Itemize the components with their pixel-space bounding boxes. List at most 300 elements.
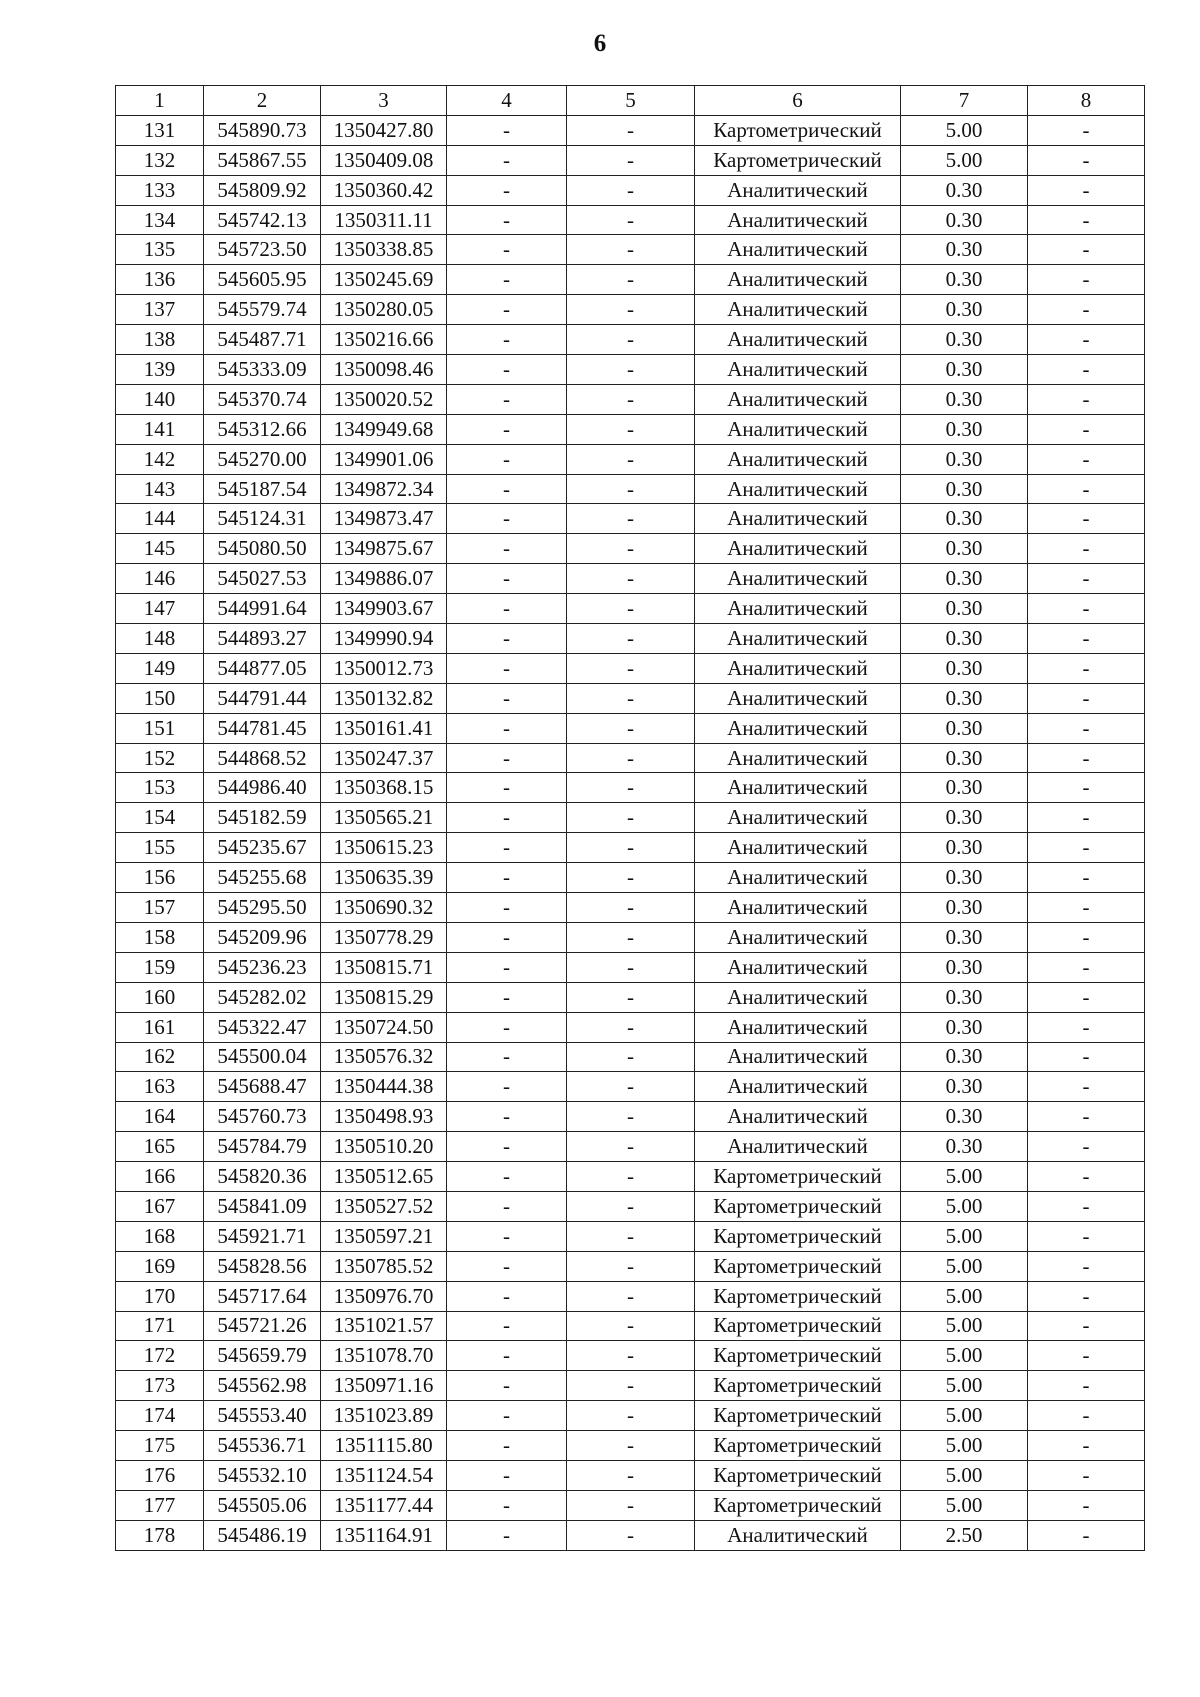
point-number-cell: 131 — [116, 115, 204, 145]
table-row — [116, 384, 1145, 414]
table-row — [116, 803, 1145, 833]
table-row — [116, 295, 1145, 325]
col-4-cell: - — [447, 1281, 567, 1311]
col-4-cell: - — [447, 952, 567, 982]
col-5-cell: - — [567, 1401, 695, 1431]
method-cell: Аналитический — [695, 803, 901, 833]
col-5-cell: - — [567, 175, 695, 205]
point-number-cell: 141 — [116, 414, 204, 444]
col-8-cell: - — [1028, 773, 1145, 803]
table-row — [116, 1460, 1145, 1490]
method-cell: Аналитический — [695, 564, 901, 594]
y-coordinate-cell: 1349886.07 — [321, 564, 447, 594]
point-number-cell: 138 — [116, 325, 204, 355]
method-cell: Аналитический — [695, 624, 901, 654]
x-coordinate-cell: 545605.95 — [204, 265, 321, 295]
x-coordinate-cell: 545486.19 — [204, 1520, 321, 1550]
x-coordinate-cell: 545333.09 — [204, 355, 321, 385]
accuracy-cell: 0.30 — [901, 1042, 1028, 1072]
accuracy-cell: 0.30 — [901, 265, 1028, 295]
col-4-cell: - — [447, 922, 567, 952]
point-number-cell: 160 — [116, 982, 204, 1012]
table-row — [116, 1102, 1145, 1132]
col-5-cell: - — [567, 922, 695, 952]
table-row — [116, 115, 1145, 145]
table-row — [116, 743, 1145, 773]
y-coordinate-cell: 1350724.50 — [321, 1012, 447, 1042]
method-cell: Аналитический — [695, 1102, 901, 1132]
col-5-cell: - — [567, 833, 695, 863]
col-5-cell: - — [567, 1132, 695, 1162]
col-5-cell: - — [567, 564, 695, 594]
col-5-cell: - — [567, 1251, 695, 1281]
col-5-cell: - — [567, 1281, 695, 1311]
x-coordinate-cell: 545820.36 — [204, 1162, 321, 1192]
col-8-cell: - — [1028, 1401, 1145, 1431]
col-4-cell: - — [447, 534, 567, 564]
col-8-cell: - — [1028, 355, 1145, 385]
col-5-cell: - — [567, 743, 695, 773]
table-header-row — [116, 86, 1145, 116]
table-row — [116, 1520, 1145, 1550]
col-8-cell: - — [1028, 534, 1145, 564]
point-number-cell: 148 — [116, 624, 204, 654]
accuracy-cell: 0.30 — [901, 863, 1028, 893]
x-coordinate-cell: 545080.50 — [204, 534, 321, 564]
point-number-cell: 154 — [116, 803, 204, 833]
accuracy-cell: 5.00 — [901, 1251, 1028, 1281]
col-4-cell: - — [447, 355, 567, 385]
y-coordinate-cell: 1350360.42 — [321, 175, 447, 205]
col-8-cell: - — [1028, 713, 1145, 743]
col-8-cell: - — [1028, 1251, 1145, 1281]
accuracy-cell: 5.00 — [901, 1281, 1028, 1311]
col-8-cell: - — [1028, 982, 1145, 1012]
accuracy-cell: 0.30 — [901, 743, 1028, 773]
y-coordinate-cell: 1350510.20 — [321, 1132, 447, 1162]
col-8-cell: - — [1028, 1371, 1145, 1401]
table-row — [116, 355, 1145, 385]
table-row — [116, 1162, 1145, 1192]
column-header-7: 7 — [901, 86, 1028, 116]
point-number-cell: 140 — [116, 384, 204, 414]
col-8-cell: - — [1028, 1072, 1145, 1102]
table-row — [116, 1490, 1145, 1520]
x-coordinate-cell: 545828.56 — [204, 1251, 321, 1281]
col-4-cell: - — [447, 145, 567, 175]
point-number-cell: 137 — [116, 295, 204, 325]
accuracy-cell: 5.00 — [901, 1341, 1028, 1371]
y-coordinate-cell: 1350216.66 — [321, 325, 447, 355]
point-number-cell: 155 — [116, 833, 204, 863]
y-coordinate-cell: 1350576.32 — [321, 1042, 447, 1072]
col-5-cell: - — [567, 1311, 695, 1341]
method-cell: Картометрический — [695, 1341, 901, 1371]
col-4-cell: - — [447, 175, 567, 205]
col-8-cell: - — [1028, 1012, 1145, 1042]
x-coordinate-cell: 545182.59 — [204, 803, 321, 833]
col-5-cell: - — [567, 1012, 695, 1042]
column-header-3: 3 — [321, 86, 447, 116]
y-coordinate-cell: 1350971.16 — [321, 1371, 447, 1401]
y-coordinate-cell: 1351023.89 — [321, 1401, 447, 1431]
col-8-cell: - — [1028, 444, 1145, 474]
point-number-cell: 161 — [116, 1012, 204, 1042]
accuracy-cell: 0.30 — [901, 893, 1028, 923]
accuracy-cell: 0.30 — [901, 1072, 1028, 1102]
x-coordinate-cell: 545235.67 — [204, 833, 321, 863]
table-body — [116, 115, 1145, 1550]
col-4-cell: - — [447, 982, 567, 1012]
accuracy-cell: 0.30 — [901, 414, 1028, 444]
table-row — [116, 564, 1145, 594]
col-4-cell: - — [447, 1311, 567, 1341]
col-5-cell: - — [567, 474, 695, 504]
col-4-cell: - — [447, 653, 567, 683]
table-row — [116, 1251, 1145, 1281]
accuracy-cell: 0.30 — [901, 504, 1028, 534]
col-4-cell: - — [447, 384, 567, 414]
point-number-cell: 146 — [116, 564, 204, 594]
accuracy-cell: 0.30 — [901, 833, 1028, 863]
col-5-cell: - — [567, 803, 695, 833]
col-8-cell: - — [1028, 1460, 1145, 1490]
y-coordinate-cell: 1350098.46 — [321, 355, 447, 385]
point-number-cell: 167 — [116, 1191, 204, 1221]
x-coordinate-cell: 545867.55 — [204, 145, 321, 175]
col-4-cell: - — [447, 1460, 567, 1490]
table-row — [116, 444, 1145, 474]
method-cell: Аналитический — [695, 1520, 901, 1550]
column-header-2: 2 — [204, 86, 321, 116]
col-8-cell: - — [1028, 265, 1145, 295]
x-coordinate-cell: 545255.68 — [204, 863, 321, 893]
col-4-cell: - — [447, 1371, 567, 1401]
point-number-cell: 162 — [116, 1042, 204, 1072]
accuracy-cell: 0.30 — [901, 564, 1028, 594]
y-coordinate-cell: 1350161.41 — [321, 713, 447, 743]
col-4-cell: - — [447, 1520, 567, 1550]
point-number-cell: 170 — [116, 1281, 204, 1311]
point-number-cell: 145 — [116, 534, 204, 564]
method-cell: Аналитический — [695, 1042, 901, 1072]
col-5-cell: - — [567, 325, 695, 355]
point-number-cell: 153 — [116, 773, 204, 803]
point-number-cell: 164 — [116, 1102, 204, 1132]
col-4-cell: - — [447, 1102, 567, 1132]
point-number-cell: 175 — [116, 1431, 204, 1461]
table-row — [116, 863, 1145, 893]
method-cell: Картометрический — [695, 145, 901, 175]
y-coordinate-cell: 1350615.23 — [321, 833, 447, 863]
col-8-cell: - — [1028, 1520, 1145, 1550]
method-cell: Картометрический — [695, 1431, 901, 1461]
accuracy-cell: 0.30 — [901, 952, 1028, 982]
method-cell: Аналитический — [695, 295, 901, 325]
col-4-cell: - — [447, 1431, 567, 1461]
y-coordinate-cell: 1350338.85 — [321, 235, 447, 265]
x-coordinate-cell: 545532.10 — [204, 1460, 321, 1490]
col-4-cell: - — [447, 1490, 567, 1520]
col-4-cell: - — [447, 803, 567, 833]
table-row — [116, 1311, 1145, 1341]
y-coordinate-cell: 1350597.21 — [321, 1221, 447, 1251]
point-number-cell: 172 — [116, 1341, 204, 1371]
point-number-cell: 151 — [116, 713, 204, 743]
col-8-cell: - — [1028, 1221, 1145, 1251]
x-coordinate-cell: 544991.64 — [204, 594, 321, 624]
y-coordinate-cell: 1349990.94 — [321, 624, 447, 654]
x-coordinate-cell: 545659.79 — [204, 1341, 321, 1371]
y-coordinate-cell: 1349903.67 — [321, 594, 447, 624]
col-5-cell: - — [567, 115, 695, 145]
accuracy-cell: 0.30 — [901, 1012, 1028, 1042]
col-4-cell: - — [447, 474, 567, 504]
col-8-cell: - — [1028, 474, 1145, 504]
x-coordinate-cell: 545312.66 — [204, 414, 321, 444]
x-coordinate-cell: 544877.05 — [204, 653, 321, 683]
col-4-cell: - — [447, 1042, 567, 1072]
y-coordinate-cell: 1350976.70 — [321, 1281, 447, 1311]
point-number-cell: 163 — [116, 1072, 204, 1102]
point-number-cell: 150 — [116, 683, 204, 713]
x-coordinate-cell: 544781.45 — [204, 713, 321, 743]
accuracy-cell: 2.50 — [901, 1520, 1028, 1550]
point-number-cell: 176 — [116, 1460, 204, 1490]
y-coordinate-cell: 1350020.52 — [321, 384, 447, 414]
table-row — [116, 713, 1145, 743]
y-coordinate-cell: 1350785.52 — [321, 1251, 447, 1281]
col-5-cell: - — [567, 295, 695, 325]
x-coordinate-cell: 544893.27 — [204, 624, 321, 654]
x-coordinate-cell: 545579.74 — [204, 295, 321, 325]
col-8-cell: - — [1028, 325, 1145, 355]
y-coordinate-cell: 1350280.05 — [321, 295, 447, 325]
accuracy-cell: 0.30 — [901, 922, 1028, 952]
method-cell: Картометрический — [695, 1401, 901, 1431]
y-coordinate-cell: 1350778.29 — [321, 922, 447, 952]
point-number-cell: 133 — [116, 175, 204, 205]
table-row — [116, 1072, 1145, 1102]
col-5-cell: - — [567, 1072, 695, 1102]
table-row — [116, 145, 1145, 175]
col-4-cell: - — [447, 1401, 567, 1431]
method-cell: Картометрический — [695, 1281, 901, 1311]
col-4-cell: - — [447, 833, 567, 863]
col-5-cell: - — [567, 355, 695, 385]
col-5-cell: - — [567, 713, 695, 743]
col-5-cell: - — [567, 594, 695, 624]
col-4-cell: - — [447, 1162, 567, 1192]
method-cell: Картометрический — [695, 115, 901, 145]
y-coordinate-cell: 1350132.82 — [321, 683, 447, 713]
table-row — [116, 325, 1145, 355]
col-8-cell: - — [1028, 1281, 1145, 1311]
col-8-cell: - — [1028, 1311, 1145, 1341]
y-coordinate-cell: 1350565.21 — [321, 803, 447, 833]
col-8-cell: - — [1028, 952, 1145, 982]
point-number-cell: 157 — [116, 893, 204, 923]
y-coordinate-cell: 1350527.52 — [321, 1191, 447, 1221]
col-4-cell: - — [447, 1072, 567, 1102]
table-row — [116, 1341, 1145, 1371]
accuracy-cell: 0.30 — [901, 653, 1028, 683]
x-coordinate-cell: 545270.00 — [204, 444, 321, 474]
x-coordinate-cell: 545505.06 — [204, 1490, 321, 1520]
col-5-cell: - — [567, 145, 695, 175]
x-coordinate-cell: 545562.98 — [204, 1371, 321, 1401]
method-cell: Аналитический — [695, 1132, 901, 1162]
x-coordinate-cell: 545236.23 — [204, 952, 321, 982]
table-row — [116, 952, 1145, 982]
method-cell: Аналитический — [695, 833, 901, 863]
x-coordinate-cell: 545841.09 — [204, 1191, 321, 1221]
col-8-cell: - — [1028, 863, 1145, 893]
table-row — [116, 1371, 1145, 1401]
accuracy-cell: 5.00 — [901, 1460, 1028, 1490]
column-header-6: 6 — [695, 86, 901, 116]
table-row — [116, 982, 1145, 1012]
col-5-cell: - — [567, 504, 695, 534]
col-4-cell: - — [447, 115, 567, 145]
accuracy-cell: 5.00 — [901, 1191, 1028, 1221]
col-4-cell: - — [447, 295, 567, 325]
x-coordinate-cell: 545921.71 — [204, 1221, 321, 1251]
col-8-cell: - — [1028, 1042, 1145, 1072]
method-cell: Аналитический — [695, 265, 901, 295]
y-coordinate-cell: 1351177.44 — [321, 1490, 447, 1520]
x-coordinate-cell: 545500.04 — [204, 1042, 321, 1072]
table-row — [116, 265, 1145, 295]
y-coordinate-cell: 1350409.08 — [321, 145, 447, 175]
x-coordinate-cell: 545322.47 — [204, 1012, 321, 1042]
y-coordinate-cell: 1351021.57 — [321, 1311, 447, 1341]
accuracy-cell: 0.30 — [901, 683, 1028, 713]
col-8-cell: - — [1028, 1490, 1145, 1520]
col-4-cell: - — [447, 265, 567, 295]
accuracy-cell: 0.30 — [901, 773, 1028, 803]
col-5-cell: - — [567, 893, 695, 923]
accuracy-cell: 5.00 — [901, 1490, 1028, 1520]
method-cell: Аналитический — [695, 384, 901, 414]
method-cell: Картометрический — [695, 1162, 901, 1192]
accuracy-cell: 0.30 — [901, 444, 1028, 474]
col-8-cell: - — [1028, 115, 1145, 145]
method-cell: Аналитический — [695, 893, 901, 923]
point-number-cell: 147 — [116, 594, 204, 624]
accuracy-cell: 0.30 — [901, 803, 1028, 833]
col-8-cell: - — [1028, 1431, 1145, 1461]
table-row — [116, 1042, 1145, 1072]
col-8-cell: - — [1028, 504, 1145, 534]
method-cell: Аналитический — [695, 534, 901, 564]
accuracy-cell: 0.30 — [901, 534, 1028, 564]
col-5-cell: - — [567, 265, 695, 295]
x-coordinate-cell: 545282.02 — [204, 982, 321, 1012]
col-4-cell: - — [447, 863, 567, 893]
col-4-cell: - — [447, 564, 567, 594]
y-coordinate-cell: 1350815.71 — [321, 952, 447, 982]
method-cell: Аналитический — [695, 235, 901, 265]
table-row — [116, 1281, 1145, 1311]
y-coordinate-cell: 1349875.67 — [321, 534, 447, 564]
table-row — [116, 175, 1145, 205]
col-8-cell: - — [1028, 1341, 1145, 1371]
col-8-cell: - — [1028, 683, 1145, 713]
col-5-cell: - — [567, 1341, 695, 1371]
table-row — [116, 1132, 1145, 1162]
method-cell: Аналитический — [695, 1072, 901, 1102]
point-number-cell: 178 — [116, 1520, 204, 1550]
column-header-5: 5 — [567, 86, 695, 116]
col-5-cell: - — [567, 653, 695, 683]
x-coordinate-cell: 545742.13 — [204, 205, 321, 235]
point-number-cell: 168 — [116, 1221, 204, 1251]
y-coordinate-cell: 1349901.06 — [321, 444, 447, 474]
point-number-cell: 171 — [116, 1311, 204, 1341]
col-8-cell: - — [1028, 564, 1145, 594]
x-coordinate-cell: 545723.50 — [204, 235, 321, 265]
y-coordinate-cell: 1350012.73 — [321, 653, 447, 683]
table-row — [116, 1431, 1145, 1461]
method-cell: Аналитический — [695, 414, 901, 444]
col-4-cell: - — [447, 743, 567, 773]
accuracy-cell: 5.00 — [901, 1221, 1028, 1251]
accuracy-cell: 0.30 — [901, 474, 1028, 504]
x-coordinate-cell: 545487.71 — [204, 325, 321, 355]
table-row — [116, 414, 1145, 444]
y-coordinate-cell: 1350635.39 — [321, 863, 447, 893]
method-cell: Картометрический — [695, 1311, 901, 1341]
point-number-cell: 136 — [116, 265, 204, 295]
y-coordinate-cell: 1351115.80 — [321, 1431, 447, 1461]
x-coordinate-cell: 545209.96 — [204, 922, 321, 952]
point-number-cell: 158 — [116, 922, 204, 952]
x-coordinate-cell: 545721.26 — [204, 1311, 321, 1341]
x-coordinate-cell: 545717.64 — [204, 1281, 321, 1311]
col-5-cell: - — [567, 1490, 695, 1520]
y-coordinate-cell: 1350815.29 — [321, 982, 447, 1012]
col-8-cell: - — [1028, 1191, 1145, 1221]
x-coordinate-cell: 545187.54 — [204, 474, 321, 504]
table-row — [116, 1221, 1145, 1251]
accuracy-cell: 0.30 — [901, 1102, 1028, 1132]
x-coordinate-cell: 544791.44 — [204, 683, 321, 713]
col-5-cell: - — [567, 863, 695, 893]
method-cell: Аналитический — [695, 205, 901, 235]
x-coordinate-cell: 545536.71 — [204, 1431, 321, 1461]
method-cell: Картометрический — [695, 1371, 901, 1401]
method-cell: Аналитический — [695, 982, 901, 1012]
method-cell: Аналитический — [695, 922, 901, 952]
point-number-cell: 142 — [116, 444, 204, 474]
point-number-cell: 144 — [116, 504, 204, 534]
col-5-cell: - — [567, 235, 695, 265]
col-5-cell: - — [567, 444, 695, 474]
col-5-cell: - — [567, 534, 695, 564]
table-row — [116, 205, 1145, 235]
accuracy-cell: 0.30 — [901, 982, 1028, 1012]
point-number-cell: 159 — [116, 952, 204, 982]
table-row — [116, 1401, 1145, 1431]
y-coordinate-cell: 1350427.80 — [321, 115, 447, 145]
point-number-cell: 139 — [116, 355, 204, 385]
col-8-cell: - — [1028, 175, 1145, 205]
col-5-cell: - — [567, 205, 695, 235]
col-5-cell: - — [567, 982, 695, 1012]
y-coordinate-cell: 1350690.32 — [321, 893, 447, 923]
method-cell: Аналитический — [695, 1012, 901, 1042]
